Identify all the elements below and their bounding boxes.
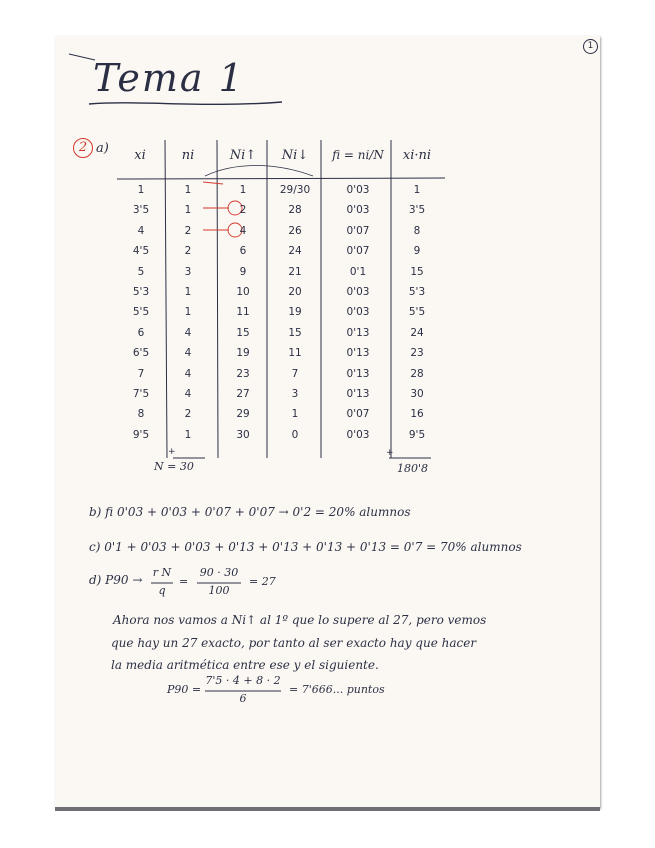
table-cell: 0'03 bbox=[346, 204, 370, 217]
table-cell: 0'03 bbox=[346, 286, 370, 298]
total-xini: 180'8 bbox=[397, 462, 429, 475]
part-a-label: a) bbox=[96, 141, 109, 156]
table-cell: 9'5 bbox=[408, 428, 426, 441]
table-cell: 30 bbox=[236, 428, 250, 441]
part-c-line: c) 0'1 + 0'03 + 0'03 + 0'13 + 0'13 + 0'13 + 0'13 = 0'7 = 70% alumnos bbox=[89, 540, 522, 554]
table-cell: 1 bbox=[184, 204, 192, 217]
table-cell: 15 bbox=[410, 265, 424, 278]
header-xini: xi·ni bbox=[402, 148, 432, 163]
table-cell: 2 bbox=[184, 224, 192, 237]
part-b-line: b) fi 0'03 + 0'03 + 0'07 + 0'07 → 0'2 = 20% alumnos bbox=[89, 505, 411, 519]
part-d-frac2-den: 100 bbox=[208, 584, 230, 597]
svg-text:+: + bbox=[168, 447, 176, 457]
table-cell: 4 bbox=[184, 326, 192, 339]
table-cell: 3 bbox=[184, 265, 192, 278]
table-cell: 16 bbox=[410, 408, 424, 421]
table-cell: 19 bbox=[288, 306, 302, 319]
table-cell: 19 bbox=[236, 347, 250, 360]
table-cell: 4 bbox=[239, 224, 247, 237]
table-cell: 7 bbox=[291, 367, 299, 380]
final-denominator: 6 bbox=[239, 692, 247, 705]
explanation-line-2: que hay un 27 exacto, por tanto al ser exacto hay que hacer bbox=[111, 636, 477, 650]
table-cell: 1 bbox=[184, 428, 192, 441]
table-cell: 2 bbox=[239, 204, 247, 217]
table-cell: 5'3 bbox=[408, 286, 426, 298]
explanation-line-3: la media aritmética entre ese y el siguiente. bbox=[111, 658, 379, 672]
table-cell: 29/30 bbox=[279, 184, 311, 196]
table-cell: 2 bbox=[184, 245, 192, 258]
table-cell: 23 bbox=[410, 347, 424, 360]
table-cell: 1 bbox=[137, 184, 145, 196]
table-cell: 1 bbox=[239, 184, 247, 196]
table-cell: 6 bbox=[137, 326, 145, 339]
table-cell: 4 bbox=[184, 388, 192, 400]
table-cell: 5'5 bbox=[132, 306, 150, 319]
table-cell: 5 bbox=[137, 265, 145, 278]
table-cell: 3 bbox=[291, 388, 299, 400]
table-cell: 0'03 bbox=[346, 306, 370, 319]
table-cell: 15 bbox=[288, 326, 302, 339]
header-xi: xi bbox=[134, 148, 146, 163]
table-cell: 0 bbox=[291, 428, 299, 441]
table-cell: 5'5 bbox=[408, 306, 426, 319]
part-d-frac1-num: r N bbox=[152, 566, 172, 579]
table-cell: 8 bbox=[413, 224, 421, 237]
part-d-frac1-den: q bbox=[158, 584, 166, 597]
table-cell: 3'5 bbox=[132, 204, 150, 217]
header-Ni-down: Ni↓ bbox=[281, 148, 309, 163]
final-numerator: 7'5 · 4 + 8 · 2 bbox=[205, 674, 281, 687]
final-fraction-bar bbox=[55, 36, 600, 808]
table-cell: 4 bbox=[137, 224, 145, 237]
header-fi: fi = ni/N bbox=[332, 148, 384, 162]
table-cell: 2 bbox=[184, 408, 192, 421]
table-cell: 0'13 bbox=[346, 367, 370, 380]
table-cell: 26 bbox=[288, 224, 302, 237]
exercise-number: 2 bbox=[73, 138, 93, 158]
table-cell: 4'5 bbox=[132, 245, 150, 258]
table-cell: 0'03 bbox=[346, 184, 370, 196]
table-cell: 15 bbox=[236, 326, 250, 339]
table-cell: 1 bbox=[184, 306, 192, 319]
table-cell: 0'07 bbox=[346, 224, 370, 237]
table-cell: 1 bbox=[184, 286, 192, 298]
header-ni: ni bbox=[181, 148, 195, 163]
table-cell: 8 bbox=[137, 408, 145, 421]
table-cell: 0'03 bbox=[346, 428, 370, 441]
table-cell: 1 bbox=[291, 408, 299, 421]
explanation-line-1: Ahora nos vamos a Ni↑ al 1º que lo supere al 27, pero vemos bbox=[113, 613, 487, 627]
table-cell: 28 bbox=[288, 204, 302, 217]
table-cell: 11 bbox=[236, 306, 250, 319]
table-cell: 0'13 bbox=[346, 347, 370, 360]
part-d-label: d) P90 → bbox=[89, 573, 143, 587]
table-cell: 27 bbox=[236, 388, 250, 400]
table-cell: 4 bbox=[184, 367, 192, 380]
table-cell: 5'3 bbox=[132, 286, 150, 298]
table-cell: 0'13 bbox=[346, 326, 370, 339]
table-cell: 11 bbox=[288, 347, 302, 360]
table-cell: 29 bbox=[236, 408, 250, 421]
table-cell: 9 bbox=[239, 265, 247, 278]
table-cell: 24 bbox=[288, 245, 302, 258]
table-cell: 1 bbox=[184, 184, 192, 196]
table-cell: 21 bbox=[288, 265, 302, 278]
part-d-equals: = bbox=[179, 575, 189, 588]
table-cell: 9 bbox=[413, 245, 421, 258]
page-title: Tema 1 bbox=[93, 56, 245, 100]
table-cell: 20 bbox=[288, 286, 302, 298]
final-label: P90 = bbox=[167, 683, 202, 696]
table-cell: 10 bbox=[236, 286, 250, 298]
table-cell: 1 bbox=[413, 184, 421, 196]
table-cell: 23 bbox=[236, 367, 250, 380]
table-cell: 3'5 bbox=[408, 204, 426, 217]
part-d-result: = 27 bbox=[249, 575, 276, 588]
part-d-frac2-num: 90 · 30 bbox=[199, 566, 239, 579]
page-number: 1 bbox=[583, 39, 598, 54]
table-cell: 28 bbox=[410, 367, 424, 380]
svg-text:+: + bbox=[386, 448, 394, 458]
table-cell: 24 bbox=[410, 326, 424, 339]
table-cell: 9'5 bbox=[132, 428, 150, 441]
table-cell: 0'07 bbox=[346, 245, 370, 258]
table-cell: 6'5 bbox=[132, 347, 150, 360]
table-cell: 4 bbox=[184, 347, 192, 360]
table-cell: 0'1 bbox=[349, 265, 367, 278]
table-cell: 7'5 bbox=[132, 388, 150, 400]
table-cell: 7 bbox=[137, 367, 145, 380]
notebook-page bbox=[55, 36, 600, 808]
table-cell: 0'07 bbox=[346, 408, 370, 421]
table-cell: 0'13 bbox=[346, 388, 370, 400]
total-n: N = 30 bbox=[154, 460, 194, 473]
header-Ni-up: Ni↑ bbox=[229, 148, 257, 163]
table-cell: 30 bbox=[410, 388, 424, 400]
paper-edge-shadow bbox=[55, 807, 600, 811]
final-result: = 7'666... puntos bbox=[289, 683, 385, 696]
table-cell: 6 bbox=[239, 245, 247, 258]
